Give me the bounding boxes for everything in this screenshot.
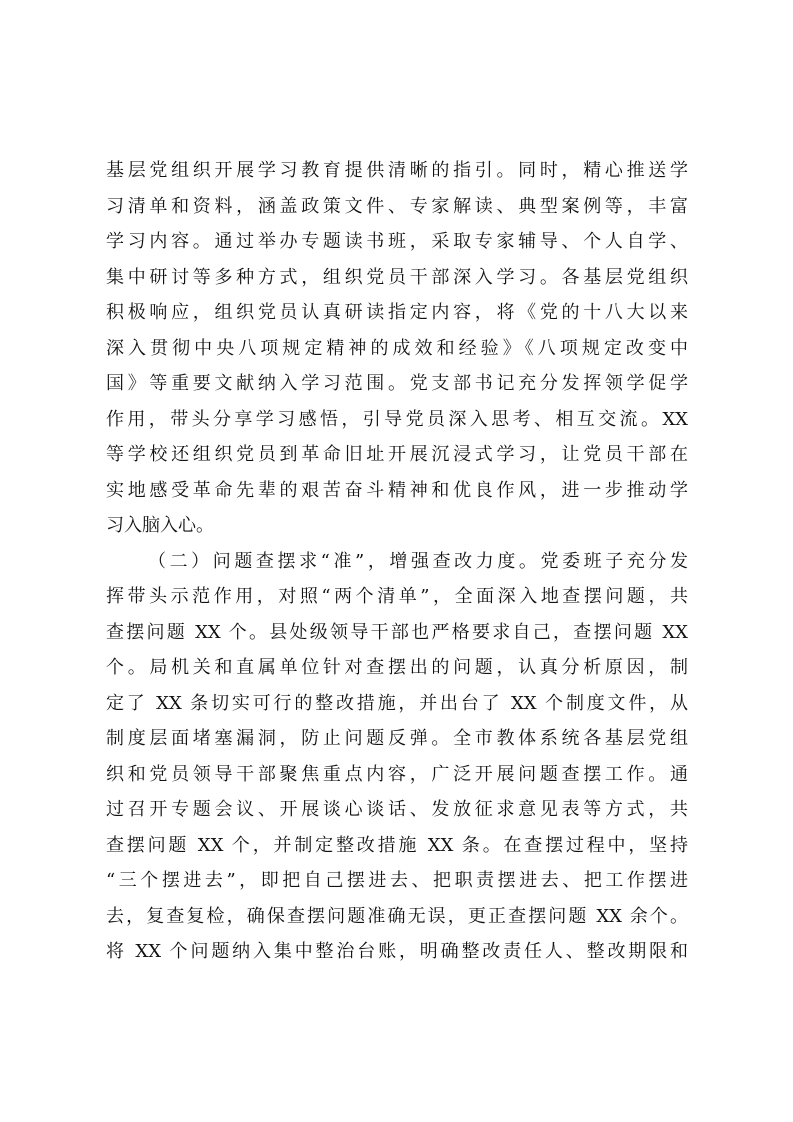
text-line: “三个摆进去”，即把自己摆进去、把职责摆进去、把工作摆进: [106, 870, 688, 891]
text-line: 基层党组织开展学习教育提供清晰的指引。同时，精心推送学: [106, 160, 688, 181]
text-line: 习入脑入心。: [106, 515, 214, 536]
text-line: 织和党员领导干部聚焦重点内容，广泛开展问题查摆工作。通: [106, 763, 688, 785]
text-line: 查摆问题 XX 个，并制定整改措施 XX 条。在查摆过程中，坚持: [106, 834, 688, 856]
text-line: 等学校还组织党员到革命旧址开展沉浸式学习，让党员干部在: [106, 444, 688, 465]
text-line: 积极响应，组织党员认真研读指定内容，将《党的十八大以来: [106, 302, 688, 323]
text-line: 作用，带头分享学习感悟，引导党员深入思考、相互交流。XX: [106, 408, 688, 430]
text-line: 习清单和资料，涵盖政策文件、专家解读、典型案例等，丰富: [106, 195, 688, 217]
text-line: 实地感受革命先辈的艰苦奋斗精神和优良作风，进一步推动学: [106, 479, 688, 501]
text-line: 查摆问题 XX 个。县处级领导干部也严格要求自己，查摆问题 XX: [106, 621, 688, 643]
text-line: 去，复查复检，确保查摆问题准确无误，更正查摆问题 XX 余个。: [106, 905, 688, 927]
text-line: 学习内容。通过举办专题读书班，采取专家辅导、个人自学、: [106, 231, 688, 252]
text-line: 定了 XX 条切实可行的整改措施，并出台了 XX 个制度文件，从: [106, 692, 688, 714]
section-heading-line: （二）问题查摆求“准”，增强查改力度。党委班子充分发: [148, 550, 688, 572]
body-text: [106, 153, 688, 970]
text-line: 将 XX 个问题纳入集中整治台账，明确整改责任人、整改期限和: [106, 941, 688, 962]
text-line: 集中研讨等多种方式，组织党员干部深入学习。各基层党组织: [106, 266, 688, 288]
text-line: 过召开专题会议、开展谈心谈话、发放征求意见表等方式，共: [106, 799, 688, 820]
text-line: 个。局机关和直属单位针对查摆出的问题，认真分析原因，制: [106, 657, 688, 678]
text-line: 深入贯彻中央八项规定精神的成效和经验》《八项规定改变中: [106, 337, 688, 359]
text-line: 制度层面堵塞漏洞，防止问题反弹。全市教体系统各基层党组: [106, 728, 688, 749]
paragraph-2: [106, 544, 688, 970]
text-line: 国》等重要文献纳入学习范围。党支部书记充分发挥领学促学: [106, 373, 688, 394]
text-line: 挥带头示范作用，对照“两个清单”，全面深入地查摆问题，共: [106, 586, 688, 607]
paragraph-1: [106, 153, 688, 544]
